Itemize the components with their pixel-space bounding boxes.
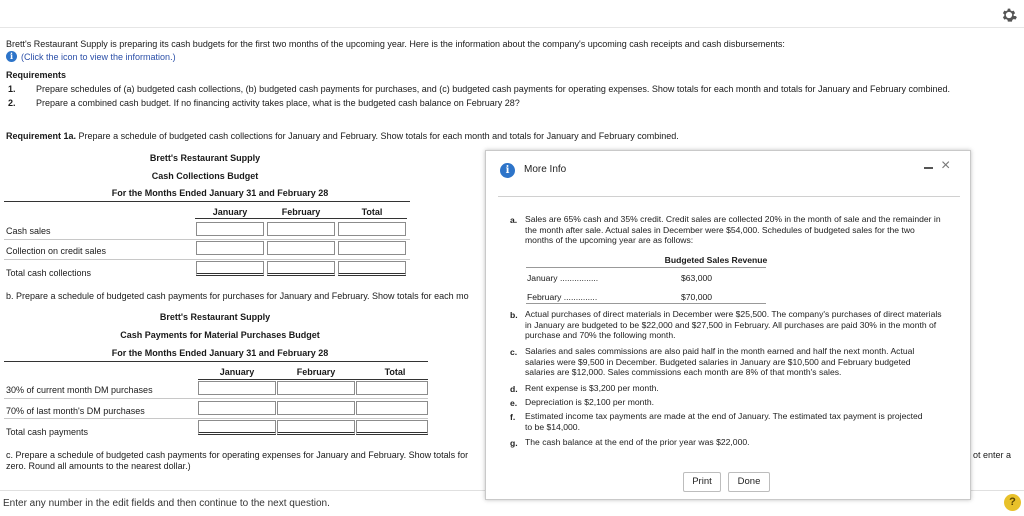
row-label-total-payments: Total cash payments bbox=[6, 427, 89, 437]
requirement-text: Prepare schedules of (a) budgeted cash collections, (b) budgeted cash payments for purchases, and (c) budgeted cash payments for operating expenses. Show totals for each month and totals for January and February combined. bbox=[36, 84, 951, 94]
sales-month bbox=[527, 292, 597, 302]
requirement-1c-line1: c. Prepare a schedule of budgeted cash payments for operating expenses for January and February. Show totals for bbox=[6, 450, 469, 460]
more-info-dialog bbox=[485, 150, 971, 500]
current-dm-total-input[interactable] bbox=[356, 381, 428, 395]
row-label-current-dm: 30% of current month DM purchases bbox=[6, 385, 153, 395]
requirement-1c-line2: zero. Round all amounts to the nearest dollar.) bbox=[6, 461, 191, 471]
divider bbox=[4, 361, 428, 362]
row-label-collection-credit: Collection on credit sales bbox=[6, 246, 107, 256]
requirement-1a-label: Requirement 1a. bbox=[6, 131, 77, 141]
last-month-dm-total-input[interactable] bbox=[356, 401, 428, 415]
credit-collection-total-input[interactable] bbox=[338, 241, 406, 255]
requirement-1a-text: Prepare a schedule of budgeted cash collections for January and February. Show totals for each month and totals for January and February combined. bbox=[78, 131, 679, 141]
divider bbox=[198, 379, 428, 380]
item-letter: c. bbox=[510, 347, 518, 357]
minimize-icon[interactable] bbox=[924, 167, 933, 169]
info-item-c: Salaries and sales commissions are also paid half in the month earned and half the next month. Actual salaries were $9,500 in December. Budgeted salaries in January are $10,500 and February budgeted salaries are $12,000. Sales commissions each month are 8% of that month's sales. bbox=[525, 346, 915, 377]
column-header-february: February bbox=[296, 367, 336, 377]
requirement-1b: b. Prepare a schedule of budgeted cash payments for purchases for January and February. Show totals for each mo bbox=[6, 291, 469, 301]
last-month-dm-january-input[interactable] bbox=[198, 401, 276, 415]
row-label-total-collections: Total cash collections bbox=[6, 268, 92, 278]
row-label-cash-sales: Cash sales bbox=[6, 226, 51, 236]
help-icon[interactable]: ? bbox=[1004, 494, 1021, 511]
schedule-a-title: Cash Collections Budget bbox=[151, 171, 259, 181]
current-dm-january-input[interactable] bbox=[198, 381, 276, 395]
total-payments-total-input[interactable] bbox=[356, 420, 428, 435]
info-link[interactable]: (Click the icon to view the information.) bbox=[21, 52, 176, 62]
requirement-text: Prepare a combined cash budget. If no financing activity takes place, what is the budgeted cash balance on February 28? bbox=[36, 98, 520, 108]
divider bbox=[4, 418, 428, 419]
column-header-february: February bbox=[281, 207, 321, 217]
print-button[interactable]: Print bbox=[683, 472, 721, 492]
schedule-b-company: Brett's Restaurant Supply bbox=[159, 312, 271, 322]
schedule-b-period: For the Months Ended January 31 and February 28 bbox=[111, 348, 329, 358]
done-button[interactable]: Done bbox=[728, 472, 770, 492]
last-month-dm-february-input[interactable] bbox=[277, 401, 355, 415]
cash-sales-february-input[interactable] bbox=[267, 222, 335, 236]
sales-month bbox=[527, 273, 598, 283]
divider bbox=[498, 196, 960, 197]
total-collections-january-input[interactable] bbox=[196, 261, 264, 276]
item-letter: g. bbox=[510, 438, 518, 448]
column-header-january: January bbox=[212, 207, 248, 217]
close-icon[interactable]: × bbox=[941, 157, 951, 174]
info-item-d: Rent expense is $3,200 per month. bbox=[525, 383, 659, 393]
divider bbox=[526, 303, 766, 304]
credit-collection-february-input[interactable] bbox=[267, 241, 335, 255]
sales-value: $70,000 bbox=[681, 292, 713, 302]
divider bbox=[4, 259, 410, 260]
intro-text: Brett's Restaurant Supply is preparing its cash budgets for the first two months of the upcoming year. Here is the information about the company's upcoming cash receipts and cash disbursements: bbox=[6, 39, 785, 49]
leader-dots: ................ bbox=[559, 273, 599, 283]
item-letter: e. bbox=[510, 398, 518, 408]
cash-sales-total-input[interactable] bbox=[338, 222, 406, 236]
sales-month-label: January bbox=[527, 273, 558, 283]
footer-instruction: Enter any number in the edit fields and then continue to the next question. bbox=[3, 498, 330, 509]
requirement-1c-tail: ot enter a bbox=[973, 450, 1012, 460]
divider bbox=[526, 267, 766, 268]
total-collections-february-input[interactable] bbox=[267, 261, 335, 276]
dialog-title: More Info bbox=[524, 164, 567, 175]
info-item-e: Depreciation is $2,100 per month. bbox=[525, 397, 654, 407]
gear-icon[interactable] bbox=[1000, 6, 1018, 24]
divider bbox=[4, 398, 428, 399]
requirement-number: 2. bbox=[8, 98, 16, 108]
credit-collection-january-input[interactable] bbox=[196, 241, 264, 255]
info-item-g: The cash balance at the end of the prior year was $22,000. bbox=[525, 437, 750, 447]
item-letter: a. bbox=[510, 215, 518, 225]
column-header-total: Total bbox=[384, 367, 406, 377]
column-header-january: January bbox=[219, 367, 255, 377]
total-collections-total-input[interactable] bbox=[338, 261, 406, 276]
current-dm-february-input[interactable] bbox=[277, 381, 355, 395]
row-label-last-month-dm: 70% of last month's DM purchases bbox=[6, 406, 145, 416]
schedule-b-title: Cash Payments for Material Purchases Budget bbox=[120, 330, 320, 340]
schedule-a-company: Brett's Restaurant Supply bbox=[149, 153, 261, 163]
divider bbox=[4, 201, 410, 202]
item-letter: b. bbox=[510, 310, 518, 320]
requirements-heading: Requirements bbox=[6, 70, 67, 80]
total-payments-january-input[interactable] bbox=[198, 420, 276, 435]
leader-dots: .............. bbox=[563, 292, 598, 302]
requirement-1a bbox=[6, 131, 679, 141]
info-icon: i bbox=[500, 163, 515, 178]
sales-value: $63,000 bbox=[681, 273, 713, 283]
sales-month-label: February bbox=[527, 292, 562, 302]
requirement-number: 1. bbox=[8, 84, 16, 94]
divider bbox=[4, 239, 410, 240]
schedule-a-period: For the Months Ended January 31 and February 28 bbox=[111, 188, 329, 198]
sales-table-heading: Budgeted Sales Revenue bbox=[664, 255, 768, 265]
divider bbox=[195, 218, 407, 219]
item-letter: f. bbox=[510, 412, 516, 422]
info-icon[interactable]: i bbox=[6, 51, 17, 62]
cash-sales-january-input[interactable] bbox=[196, 222, 264, 236]
info-item-a: Sales are 65% cash and 35% credit. Credit sales are collected 20% in the month of sale and the remainder in the month after sale. Actual sales in December were $54,000. Schedules of budgeted sales for the two months of the upcoming year are as follows: bbox=[525, 214, 941, 245]
top-bar bbox=[0, 0, 1024, 28]
item-letter: d. bbox=[510, 384, 518, 394]
info-item-f: Estimated income tax payments are made at the end of January. The estimated tax payment is projected to be $14,000. bbox=[525, 411, 923, 432]
total-payments-february-input[interactable] bbox=[277, 420, 355, 435]
column-header-total: Total bbox=[361, 207, 383, 217]
info-item-b: Actual purchases of direct materials in December were $25,500. The company's purchases of direct materials in January are budgeted to be $22,000 and $27,500 in February. All purchases are paid 30% in the month of purchase and 70% the following month. bbox=[525, 309, 942, 340]
